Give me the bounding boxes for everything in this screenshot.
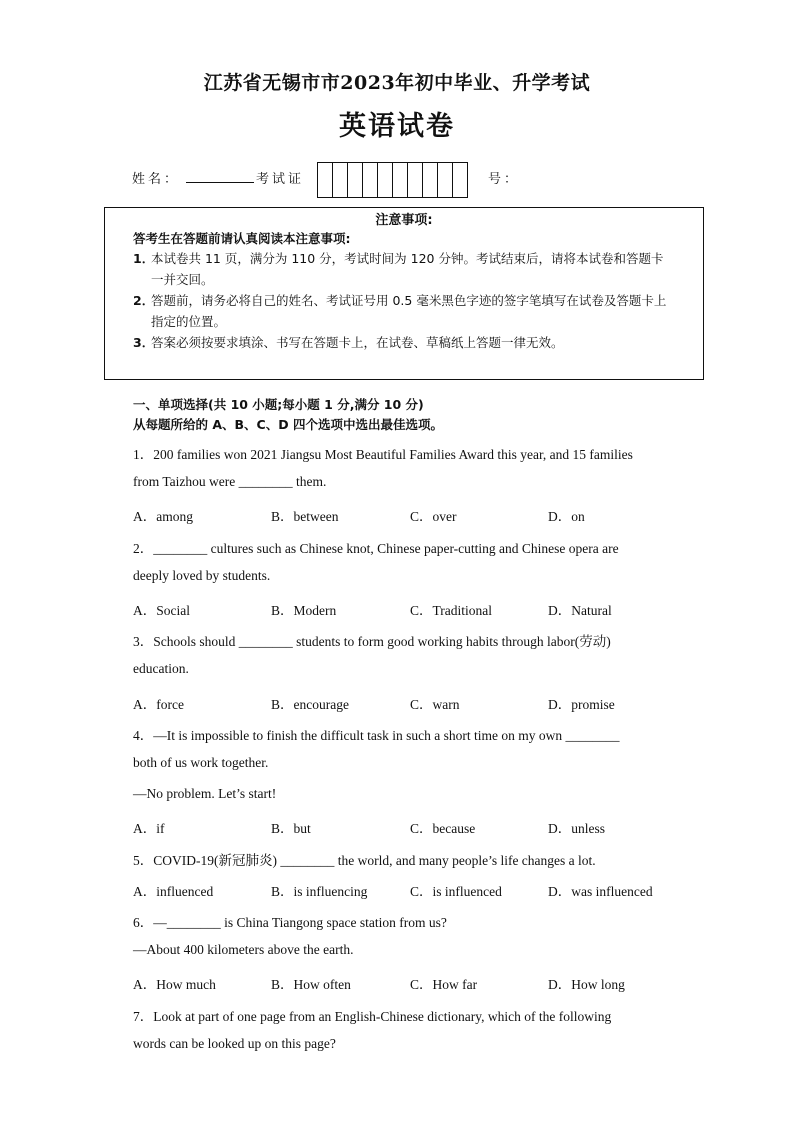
- id-digit-box: [363, 163, 378, 197]
- option-a: A．among: [133, 509, 193, 524]
- exam-id-suffix-label: 号：: [488, 172, 521, 187]
- option-c: C．because: [410, 821, 476, 836]
- option-a: A．if: [133, 821, 165, 836]
- question-text: 5．COVID-19(新冠肺炎) ________ the world, and many people’s life changes a lot.: [133, 853, 596, 868]
- option-c: C．How far: [410, 977, 478, 992]
- notice-item-text: 本试卷共 11 页，满分为 110 分，考试时间为 120 分钟。考试结束后，请将本试卷和答题卡一并交回。: [151, 251, 664, 287]
- notice-item-number: 1．: [133, 251, 155, 266]
- question-text: both of us work together.: [133, 755, 269, 770]
- id-digit-box: [408, 163, 423, 197]
- option-d: D．unless: [548, 821, 605, 836]
- id-digit-box: [318, 163, 333, 197]
- option-a: A．Social: [133, 603, 190, 618]
- notice-item-number: 3．: [133, 335, 155, 350]
- notice-lead: 答考生在答题前请认真阅读本注意事项:: [133, 231, 351, 246]
- question-text: —No problem. Let’s start!: [133, 786, 277, 801]
- question-text: from Taizhou were ________ them.: [133, 474, 327, 489]
- section-instruction: 从每题所给的 A、B、C、D 四个选项中选出最佳选项。: [133, 417, 443, 432]
- notice-item: [133, 332, 673, 353]
- question-text: words can be looked up on this page?: [133, 1036, 336, 1051]
- option-c: C．is influenced: [410, 884, 502, 899]
- notice-item: [133, 248, 673, 290]
- option-a: A．How much: [133, 977, 216, 992]
- question-text: education.: [133, 661, 189, 676]
- notice-item-text: 答题前，请务必将自己的姓名、考试证号用 0.5 毫米黑色字迹的签字笔填写在试卷及答题卡上指定的位置。: [151, 293, 667, 329]
- option-d: D．How long: [548, 977, 625, 992]
- question-text: —About 400 kilometers above the earth.: [133, 942, 354, 957]
- notice-box: [104, 207, 704, 380]
- question-text: 6．—________ is China Tiangong space station from us?: [133, 915, 447, 930]
- answer-options: [133, 817, 693, 835]
- option-d: D．on: [548, 509, 585, 524]
- question-text: 3．Schools should ________ students to form good working habits through labor(劳动): [133, 634, 611, 649]
- option-b: B．between: [271, 509, 339, 524]
- answer-options: [133, 880, 693, 898]
- notice-item-text: 答案必须按要求填涂、书写在答题卡上，在试卷、草稿纸上答题一律无效。: [151, 335, 564, 350]
- option-b: B．but: [271, 821, 311, 836]
- option-b: B．is influencing: [271, 884, 368, 899]
- option-c: C．Traditional: [410, 603, 493, 618]
- id-digit-box: [438, 163, 453, 197]
- notice-title: 注意事项:: [375, 213, 433, 228]
- answer-options: [133, 505, 693, 523]
- section-title: 一、单项选择(共 10 小题;每小题 1 分,满分 10 分): [133, 397, 424, 412]
- exam-title: 江苏省无锡市市2023年初中毕业、升学考试: [203, 72, 591, 94]
- id-digit-box: [333, 163, 348, 197]
- question-text: 4．—It is impossible to finish the difficult task in such a short time on my own ________: [133, 728, 620, 743]
- option-b: B．How often: [271, 977, 351, 992]
- id-digit-box: [453, 163, 467, 197]
- notice-item-number: 2．: [133, 293, 155, 308]
- student-id-row: [132, 162, 732, 196]
- option-c: C．over: [410, 509, 457, 524]
- option-b: B．encourage: [271, 697, 349, 712]
- notice-item: [133, 290, 673, 332]
- exam-id-label: 考试证: [256, 172, 305, 187]
- id-digit-box: [423, 163, 438, 197]
- option-a: A．force: [133, 697, 184, 712]
- option-d: D．was influenced: [548, 884, 653, 899]
- option-a: A．influenced: [133, 884, 214, 899]
- answer-options: [133, 693, 693, 711]
- option-d: D．Natural: [548, 603, 612, 618]
- name-blank: [186, 182, 254, 183]
- question-text: 7．Look at part of one page from an English-Chinese dictionary, which of the following: [133, 1009, 612, 1024]
- question-text: 2．________ cultures such as Chinese knot, Chinese paper-cutting and Chinese opera are: [133, 541, 619, 556]
- answer-options: [133, 599, 693, 617]
- option-b: B．Modern: [271, 603, 337, 618]
- option-d: D．promise: [548, 697, 615, 712]
- id-digit-box: [393, 163, 408, 197]
- id-digit-box: [378, 163, 393, 197]
- answer-options: [133, 973, 693, 991]
- question-text: 1．200 families won 2021 Jiangsu Most Beautiful Families Award this year, and 15 families: [133, 447, 633, 462]
- option-c: C．warn: [410, 697, 460, 712]
- question-text: deeply loved by students.: [133, 568, 271, 583]
- id-digit-box: [348, 163, 363, 197]
- exam-id-boxes: [317, 162, 468, 198]
- exam-subtitle: 英语试卷: [339, 111, 455, 142]
- name-label: 姓名：: [132, 172, 181, 187]
